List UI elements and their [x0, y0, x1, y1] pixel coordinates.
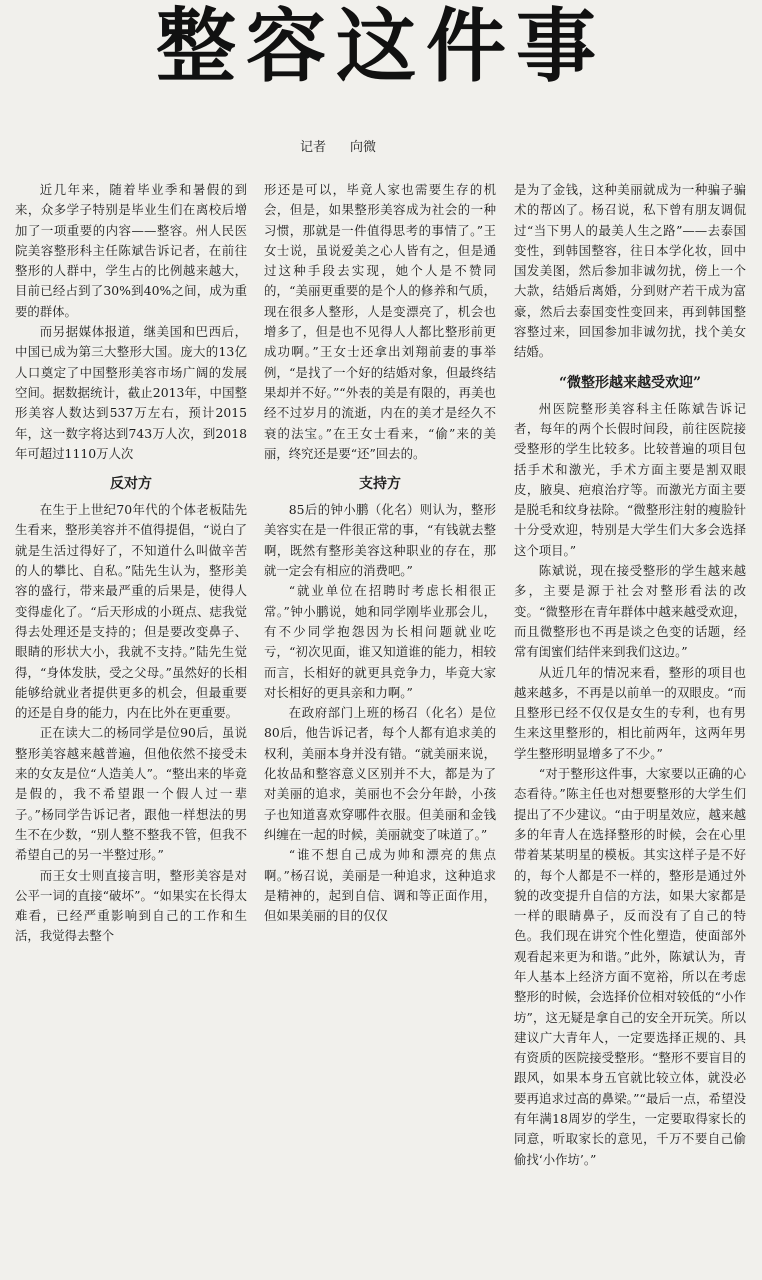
paragraph: 是为了金钱，这种美丽就成为一种骗子骗术的帮凶了。杨召说，私下曾有朋友调侃过“当下男人的最美人生之路”——去泰国变性，到韩国整容，往日本学化妆，回中国发美图，然后参加非诚勿扰，傍上一个大款，结婚后离婚，分到财产若干成为富豪，然后去泰国变性变回来，再到韩国整容整过来，回国参加非诚勿扰，找个美女结婚。: [514, 182, 746, 360]
headline: 整容这件事: [156, 0, 606, 93]
paragraph: “对于整形这件事，大家要以正确的心态看待。”陈主任也对想要整形的大学生们提出了不少建议。“由于明星效应，越来越多的年青人在选择整形的时候，会在心里带着某某明星的模板。其实这样子是不好的，每个人都是不一样的，整形是通过外貌的改变提升自信的方法，如果大家都是一样的眼睛鼻子，反而没有了自己的特色。我们现在讲究个性化塑造，使面部外观看起来更为和谐。”此外，陈斌认为，青年人基本上经济方面不宽裕，所以在考虑整形的时候，会选择价位相对较低的“小作坊”，这无疑是拿自己的安全开玩笑。所以建议广大青年人，一定要选择正规的、具有资质的医院接受整形。“整形不要盲目的跟风，如果本身五官就比较立体，就没必要再追求过高的鼻梁。”“最后一点，希望没有年满18周岁的学生，一定要取得家长的同意，听取家长的意见，千万不要自己偷偷找‘小作坊’。”: [514, 766, 746, 1167]
paragraph: 州医院整形美容科主任陈斌告诉记者，每年的两个长假时间段，前往医院接受整形的学生比较多。比较普遍的项目包括手术和激光，手术方面主要是割双眼皮，腋臭、疤痕治疗等。而激光方面主要是脱毛和纹身祛除。“微整形注射的瘦脸针十分受欢迎，特别是大学生们大多会选择这个项目。”: [514, 400, 746, 558]
paragraph: 陈斌说，现在接受整形的学生越来越多，主要是源于社会对整形看法的改变。“微整形在青年群体中越来越受欢迎，而且微整形也不再是谈之色变的话题，经常有闺蜜们结伴来到我们这边。”: [514, 563, 746, 660]
byline-label: 记者: [300, 140, 327, 155]
paragraph: 在政府部门上班的杨召（化名）是位80后，他告诉记者，每个人都有追求美的权利，美丽本身并没有错。“就美丽来说，化妆品和整容意义区别并不大，都是为了对美丽的追求，美丽也不会分年龄，小孩子也知道喜欢穿哪件衣服。但美丽和金钱纠缠在一起的时候，美丽就变了味道了。”: [264, 705, 496, 842]
column-2: [264, 180, 496, 1240]
paragraph: 而另据媒体报道，继美国和巴西后，中国已成为第三大整形大国。庞大的13亿人口奠定了中国整形美容市场广阔的发展空间。据数据统计，截止2013年，中国整形美容人数达到537万左右，预计2015年，这一数字将达到743万人次，到2018年可超过1110万人次: [15, 324, 247, 461]
byline-name: 向微: [350, 140, 377, 155]
subheading: “微整形越来越受欢迎”: [558, 374, 702, 391]
column-1: [15, 180, 247, 1240]
subheading: 反对方: [110, 476, 152, 493]
paragraph: “就业单位在招聘时考虑长相很正常。”钟小鹏说，她和同学刚毕业那会儿，有不少同学抱怨因为长相问题就业吃亏，“初次见面，谁又知道谁的能力，相较而言，长相好的就更具竞争力，毕竟大家对长相好的更具亲和力啊。”: [264, 583, 496, 700]
paragraph: 而王女士则直接言明，整形美容是对公平一词的直接“破坏”。“如果实在长得太难看，已经严重影响到自己的工作和生活，我觉得去整个: [15, 867, 247, 944]
paragraph: 85后的钟小鹏（化名）则认为，整形美容实在是一件很正常的事，“有钱就去整啊，既然有整形美容这种职业的存在，那就一定会有相应的消费吧。”: [264, 502, 496, 579]
paragraph: “谁不想自己成为帅和漂亮的焦点啊。”杨召说，美丽是一种追求，这种追求是精神的，起到自信、调和等正面作用，但如果美丽的目的仅仅: [264, 847, 496, 924]
paragraph: 近几年来，随着毕业季和暑假的到来，众多学子特别是毕业生们在离校后增加了一项重要的内容——整容。州人民医院美容整形科主任陈斌告诉记者，在前往整形的人群中，学生占的比例越来越大，目前已经占到了30%到40%之间，成为重要的群体。: [15, 182, 247, 319]
paragraph: 形还是可以，毕竟人家也需要生存的机会，但是，如果整形美容成为社会的一种习惯，那就是一件值得思考的事情了。”王女士说，虽说爱美之心人皆有之，但是通过这种手段去实现，她个人是不赞同的，“美丽更重要的是个人的修养和气质，现在很多人整形，人是变漂亮了，机会也增多了，但是也不见得人人都比整形前更成功啊。”王女士还拿出刘翔前妻的事举例，“是找了一个好的结婚对象，但最终结果却并不好。”“外表的美是有限的，再美也经不过岁月的流逝，内在的美才是经久不衰的法宝。”在王女士看来，“偷”来的美丽，终究还是要“还”回去的。: [264, 182, 496, 461]
byline: [300, 138, 500, 158]
paragraph: 从近几年的情况来看，整形的项目也越来越多，不再是以前单一的双眼皮。“而且整形已经不仅仅是女生的专利，也有男生来这里整形的，相比前两年，这两年男学生整形明显增多了不少。”: [514, 664, 746, 761]
paragraph: 正在读大二的杨同学是位90后，虽说整形美容越来越普遍，但他依然不接受未来的女友是位“人造美人”。“整出来的毕竟是假的，我不希望跟一个假人过一辈子。”杨同学告诉记者，跟他一样想法的男生不在少数，“别人整不整我不管，但我不希望自己的另一半整过形。”: [15, 725, 247, 863]
column-3: [514, 180, 746, 1270]
paragraph: 在生于上世纪70年代的个体老板陆先生看来，整形美容并不值得提倡，“说白了就是生活过得好了，不知道什么叫做辛苦的人的攀比、自私。”陆先生认为，整形美容的盛行，带来最严重的后果是，使得人变得虚化了。“后天形成的小斑点、痣我觉得去处理还是支持的；但是要改变鼻子、眼睛的形状大小，我就不支持。”陆先生觉得，“身体发肤，受之父母。”虽然好的长相能够给就业者提供更多的机会，但最重要的还是自身的能力，内在比外在更重要。: [15, 502, 247, 721]
subheading: 支持方: [359, 476, 401, 493]
